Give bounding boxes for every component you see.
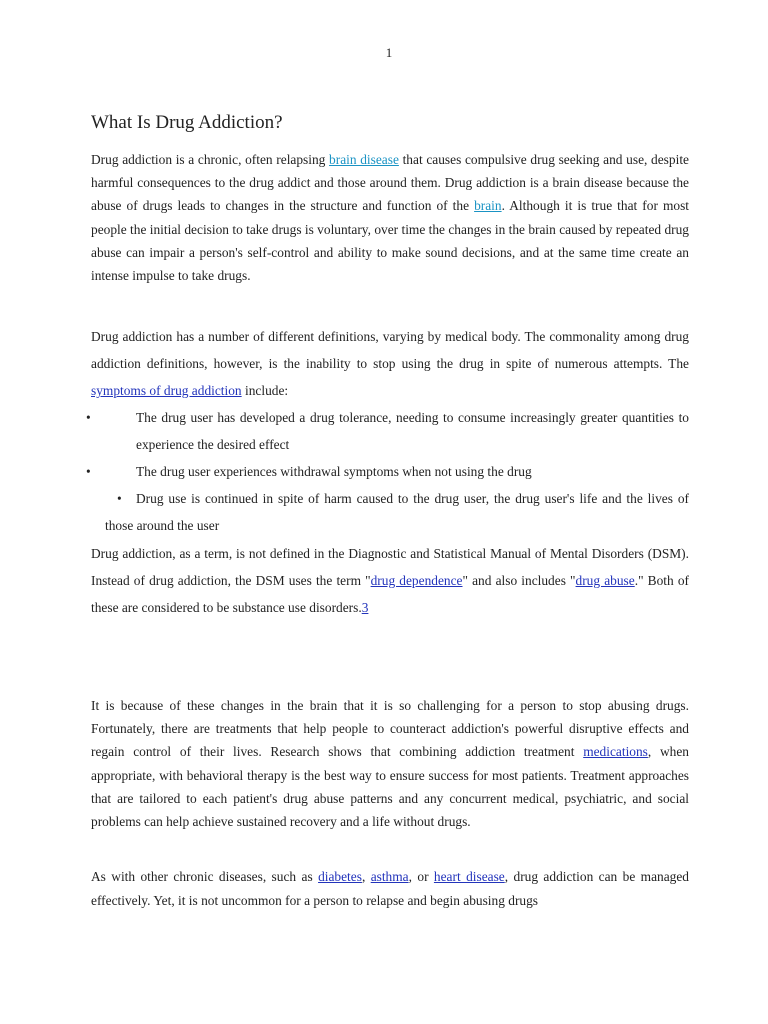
drug-abuse-link[interactable]: drug abuse: [575, 573, 635, 588]
text-run: . Although it is true that for most people the initial decision to take drugs is voluntary, over time the changes in the brain caused by repeated drug abuse can impair a person's self-control and ability to make sound decisions, and at the same time create an intense impulse to take drugs.: [91, 198, 689, 284]
text-run: , drug addiction can be managed effectively. Yet, it is not uncommon for a person to relapse and begin abusing drugs: [91, 869, 690, 908]
footnote-3-link[interactable]: 3: [361, 600, 369, 615]
list-item: [91, 485, 689, 539]
text-run: " and also includes ": [462, 573, 576, 588]
bullet-icon: •: [86, 410, 91, 425]
text-run: As with other chronic diseases, such as: [91, 869, 319, 884]
text-run: ." Both of these are considered to be substance use disorders.: [91, 573, 690, 615]
brain-disease-link[interactable]: brain disease: [329, 152, 399, 167]
paragraph-definitions: [91, 323, 689, 404]
bullet-icon: •: [117, 491, 122, 506]
page-number: 1: [385, 45, 393, 60]
diabetes-link[interactable]: diabetes: [318, 869, 362, 884]
text-run: , when appropriate, with behavioral therapy is the best way to ensure success for most patients. Treatment approaches that are tailored to each patient's drug abuse patterns and any concurrent medical, psychiatric, and social problems can help achieve sustained recovery and a life without drugs.: [91, 744, 690, 830]
list-item-text: Drug use is continued in spite of harm caused to the drug user, the drug user's life and the lives of those around the user: [105, 491, 689, 533]
symptoms-list: [86, 404, 689, 539]
page-title: What Is Drug Addiction?: [91, 112, 283, 133]
list-item-text: The drug user has developed a drug tolerance, needing to consume increasingly greater quantities to experience the desired effect: [136, 410, 689, 452]
paragraph-dsm: [91, 540, 689, 621]
text-run: It is because of these changes in the brain that it is so challenging for a person to stop abusing drugs. Fortunately, there are treatments that help people to counteract addiction's powerful disruptive effects and regain control of their lives. Research shows that combining addiction treatment: [91, 698, 689, 760]
text-run: Drug addiction is a chronic, often relapsing: [91, 152, 330, 167]
list-item: [86, 458, 689, 485]
text-run: that causes compulsive drug seeking and use, despite harmful consequences to the drug addict and those around them. Drug addiction is a brain disease because the abuse of drugs leads to changes in the structure and function of the: [91, 152, 689, 214]
text-run: ,: [361, 869, 371, 884]
brain-link[interactable]: brain: [474, 198, 502, 214]
paragraph-treatment: [91, 694, 689, 833]
list-item: [86, 404, 689, 458]
paragraph-chronic-diseases: [91, 865, 689, 912]
list-item-text: The drug user experiences withdrawal symptoms when not using the drug: [136, 464, 532, 479]
paragraph-definition: [91, 148, 689, 287]
asthma-link[interactable]: asthma: [370, 869, 409, 884]
text-run: include:: [241, 383, 289, 398]
symptoms-link[interactable]: symptoms of drug addiction: [91, 383, 242, 398]
text-run: , or: [408, 869, 434, 884]
text-run: Drug addiction, as a term, is not defined in the Diagnostic and Statistical Manual of Mental Disorders (DSM). Instead of drug addiction, the DSM uses the term ": [91, 546, 689, 588]
heart-disease-link[interactable]: heart disease: [433, 869, 505, 884]
bullet-icon: •: [86, 464, 91, 479]
medications-link[interactable]: medications: [583, 744, 648, 760]
drug-dependence-link[interactable]: drug dependence: [370, 573, 463, 588]
text-run: Drug addiction has a number of different definitions, varying by medical body. The commonality among drug addiction definitions, however, is the inability to stop using the drug in spite of numerous attempts. The: [91, 329, 689, 371]
